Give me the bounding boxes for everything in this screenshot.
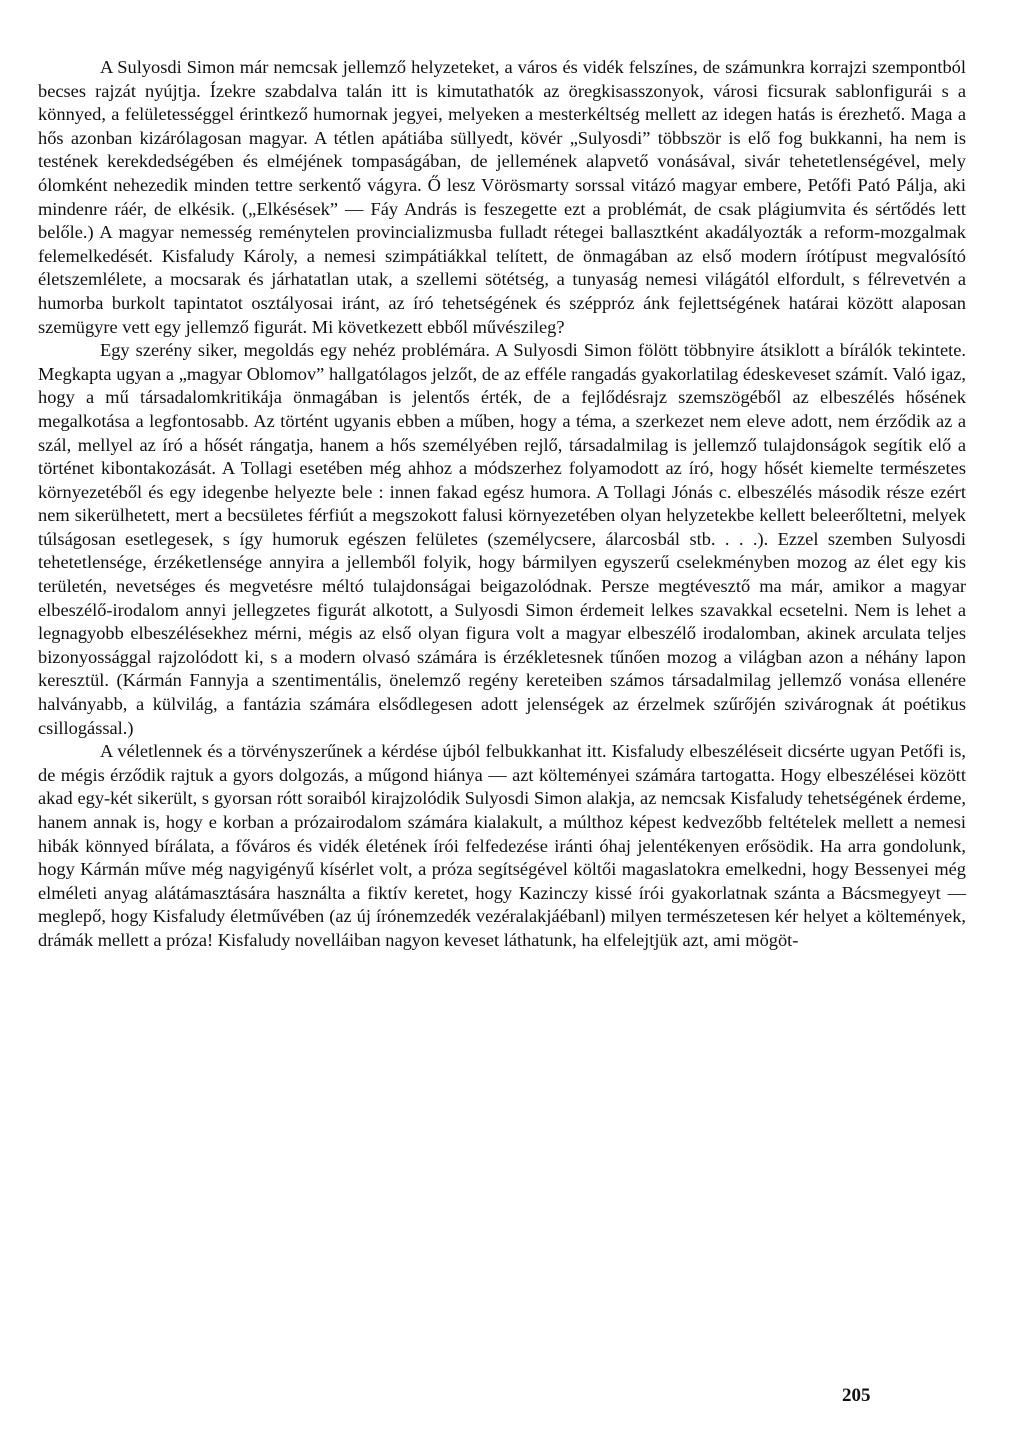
paragraph: A Sulyosdi Simon már nemcsak jellemző helyzeteket, a város és vidék felszínes, de számunkra korrajzi szempontból becses rajzát nyújtja. Ízekre szabdalva talán itt is kimutathatók az öregkisasszonyok, városi ficsurak sablonfigurái s a könnyed, a felületességgel érintkező humornak jegyei, melyeken a mesterkéltség mellett az idegen hatás is érezhető. Maga a hős azonban kizárólagosan magyar. A tétlen apátiába süllyedt, kövér „Sulyosdi” többször is elő fog bukkanni, ha nem is testének kerekdedségében és elméjének tompaságában, de jellemének alapvető vonásával, sivár tehetetlenségével, mely ólomként nehezedik minden tettre serkentő vágyra. Ő lesz Vörösmarty sorssal vitázó magyar embere, Petőfi Pató Pálja, aki mindenre ráér, de elkésik. („Elkésések” — Fáy András is feszegette ezt a problémát, de csak plágiumvita és sértődés lett belőle.) A magyar nemesség reménytelen provincializmusba fulladt rétegei ballasztként akadályozták a reform-mozgalmak felemelkedését. Kisfaludy Károly, a nemesi szimpátiákkal telített, de önmagában az első modern írótípust megvalósító életszemlélete, a mocsarak és járhatatlan utak, a szellemi sötétség, a tunyaság nemesi világától elfordult, s félrevetvén a humorba burkolt tapintatot osztályosai iránt, az író tehetségének és széppróz ánk fejlettségének határai között alaposan szemügyre vett egy jellemző figurát. Mi következett ebből művészileg?: [38, 57, 966, 337]
paragraph: Egy szerény siker, megoldás egy nehéz problémára. A Sulyosdi Simon fölött többnyire átsiklott a bírálók tekintete. Megkapta ugyan a „magyar Oblomov” hallgatólagos jelzőt, de az efféle rangadás gyakorlatilag édeskeveset számít. Való igaz, hogy a mű társadalomkritikája önmagában is jelentős érték, de a fejlődésrajz szemszögéből az elbeszélés hősének megalkotása a legfontosabb. Az történt ugyanis ebben a műben, hogy a téma, a szerkezet nem eleve adott, nem érződik az a szál, mellyel az író a hősét rángatja, hanem a hős személyében rejlő, társadalmilag is jellemző tulajdonságok segítik elő a történet kibontakozását. A Tollagi esetében még ahhoz a módszerhez folyamodott az író, hogy hősét kiemelte természetes környezetéből és egy idegenbe helyezte bele : innen fakad egész humora. A Tollagi Jónás c. elbeszélés második része ezért nem sikerülhetett, mert a becsületes férfiút a megszokott falusi környezetében olyan helyzetekbe kellett beleerőltetni, melyek túlságosan esetlegesek, s így humoruk egészen felületes (személycsere, álarcosbál stb. . . .). Ezzel szemben Sulyosdi tehetetlensége, érzéketlensége annyira a jellemből folyik, hogy bármilyen egyszerű cselekményben mozog az élet egy kis területén, nevetséges és megvetésre méltó tulajdonságai beigazolódnak. Persze megtévesztő ma már, amikor a magyar elbeszélő-irodalom annyi jellegzetes figurát alkotott, a Sulyosdi Simon érdemeit lelkes szavakkal ecsetelni. Nem is lehet a legnagyobb elbeszélésekhez mérni, mégis az első olyan figura volt a magyar elbeszélő irodalomban, akinek arculata teljes bizonyossággal rajzolódott ki, s a modern olvasó számára is érzékletesnek tűnően mozog a világban azon a néhány lapon keresztül. (Kármán Fannyja a szentimentális, önelemző regény kereteiben számos társadalmilag jellemző vonása ellenére halványabb, a külvilág, a fantázia számára elsődlegesen adott jelenségek az érzelmek szűrőjén szivárognak át poétikus csillogással.): [38, 340, 966, 738]
page-body: [38, 56, 966, 953]
paragraph: A véletlennek és a törvényszerűnek a kérdése újból felbukkanhat itt. Kisfaludy elbeszéléseit dicsérte ugyan Petőfi is, de mégis érződik rajtuk a gyors dolgozás, a műgond hiánya — azt költeményei számára tartogatta. Hogy elbeszélései között akad egy-két sikerült, s gyorsan rótt soraiból kirajzolódik Sulyosdi Simon alakja, az nemcsak Kisfaludy tehetségének érdeme, hanem annak is, hogy e korban a prózairodalom számára kialakult, a múlthoz képest kedvezőbb feltételek mellett a nemesi hibák könnyed bírálata, a főváros és vidék életének írói felfedezése iránti óhaj jelentékenyen erősödik. Ha arra gondolunk, hogy Kármán műve még nagyigényű kísérlet volt, a próza segítségével költői magaslatokra emelkedni, hogy Bessenyei még elméleti anyag alátámasztására használta a fiktív keretet, hogy Kazinczy kissé írói gyakorlatnak szánta a Bácsmegyeyt — meglepő, hogy Kisfaludy életművében (az új írónemzedék vezéralakjáébanl) milyen természetesen kér helyet a költemények, drámák mellett a próza! Kisfaludy novelláiban nagyon keveset láthatunk, ha elfelejtjük azt, ami mögöt-: [38, 741, 966, 950]
page-number: 205: [842, 1385, 871, 1406]
